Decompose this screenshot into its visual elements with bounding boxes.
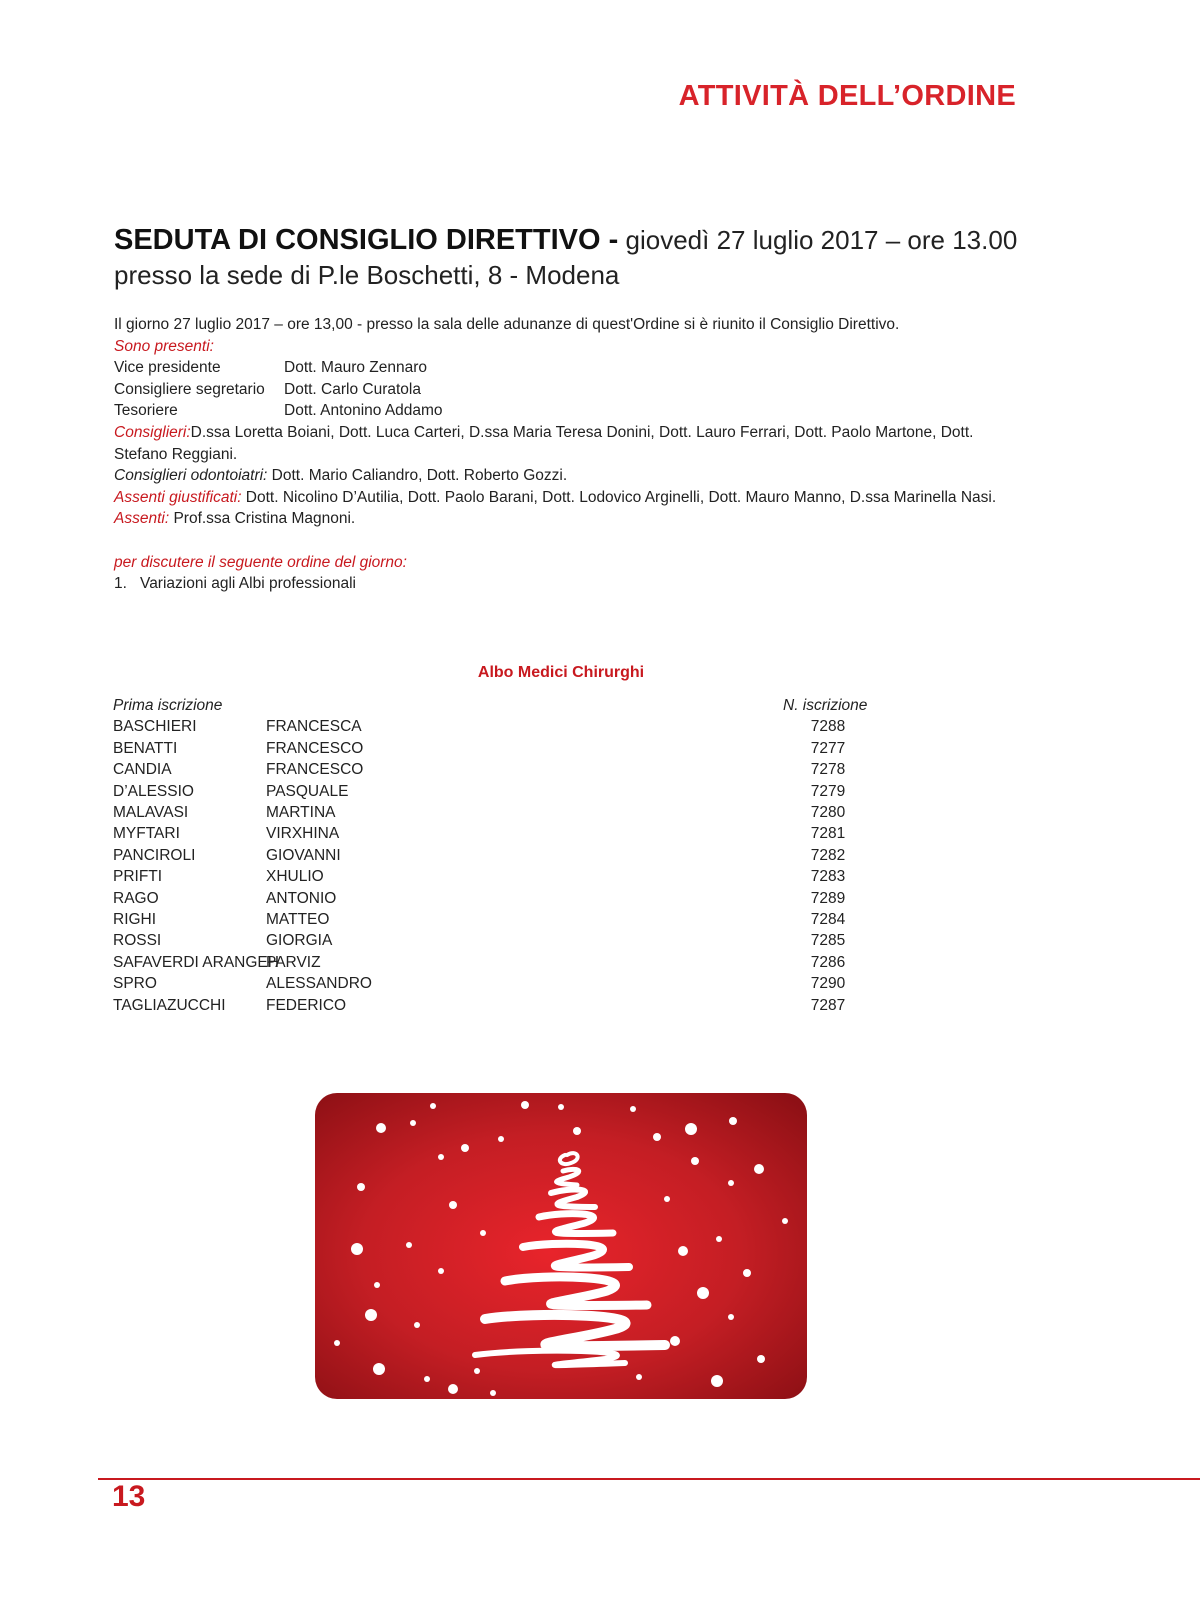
albo-table-header (113, 695, 893, 716)
registration-number-cell: 7284 (810, 911, 846, 929)
christmas-tree-card (315, 1093, 807, 1399)
consiglieri-text: D.ssa Loretta Boiani, Dott. Luca Carteri, D.ssa Maria Teresa Donini, Dott. Lauro Ferrari, Dott. Paolo Martone, Dott. Stefano Reggiani. (114, 423, 974, 463)
table-row (113, 738, 893, 759)
assenti-label: Assenti: (114, 510, 170, 528)
surname-cell: MYFTARI (113, 825, 180, 843)
firstname-cell: GIOVANNI (266, 846, 341, 864)
registration-number-cell: 7278 (810, 761, 846, 779)
roles-list (114, 357, 1024, 422)
agenda-item-number: 1. (114, 575, 127, 593)
table-row (113, 952, 893, 973)
assenti-giustificati-text: Dott. Nicolino D’Autilia, Dott. Paolo Barani, Dott. Lodovico Arginelli, Dott. Mauro Manno, D.ssa Marinella Nasi. (241, 488, 997, 506)
table-row (113, 823, 893, 844)
agenda-item-text: Variazioni agli Albi professionali (140, 575, 356, 593)
surname-cell: ROSSI (113, 932, 162, 950)
surname-cell: D’ALESSIO (113, 782, 194, 800)
section-title: ATTIVITÀ DELL’ORDINE (678, 80, 1016, 112)
consiglieri-line (114, 422, 1024, 465)
role-person: Dott. Mauro Zennaro (284, 359, 428, 377)
registration-number-cell: 7287 (810, 996, 846, 1014)
assenti-giustificati-label: Assenti giustificati: (114, 488, 242, 506)
firstname-cell: MATTEO (266, 911, 330, 929)
firstname-cell: ALESSANDRO (266, 975, 372, 993)
surname-cell: PANCIROLI (113, 846, 196, 864)
intro-text: Il giorno 27 luglio 2017 – ore 13,00 - presso la sala delle adunanze di quest'Ordine si è riunito il Consiglio Direttivo. (114, 316, 900, 333)
title-bold: SEDUTA DI CONSIGLIO DIRETTIVO - (114, 224, 619, 256)
footer-rule (98, 1478, 1200, 1480)
firstname-cell: PARVIZ (266, 953, 321, 971)
role-person: Dott. Antonino Addamo (284, 402, 443, 420)
registration-number-cell: 7279 (810, 782, 846, 800)
albo-table (113, 695, 893, 1016)
table-row (113, 802, 893, 823)
surname-cell: RIGHI (113, 911, 157, 929)
table-row (113, 781, 893, 802)
table-row (113, 973, 893, 994)
surname-cell: SAFAVERDI ARANGEH (113, 953, 279, 971)
odontoiatri-text: Dott. Mario Caliandro, Dott. Roberto Gozzi. (267, 467, 568, 485)
firstname-cell: FRANCESCA (266, 718, 362, 736)
firstname-cell: GIORGIA (266, 932, 333, 950)
surname-cell: PRIFTI (113, 868, 163, 886)
registration-number-cell: 7285 (810, 932, 846, 950)
title-location: presso la sede di P.le Boschetti, 8 - Modena (114, 260, 620, 290)
header-prima-iscrizione: Prima iscrizione (113, 697, 223, 714)
consiglieri-label: Consiglieri: (114, 423, 191, 441)
assenti-giustificati-line (114, 487, 1024, 509)
table-row (113, 888, 893, 909)
registration-number-cell: 7283 (810, 868, 846, 886)
registration-number-cell: 7277 (810, 739, 846, 757)
assenti-line (114, 508, 1024, 530)
surname-cell: CANDIA (113, 761, 172, 779)
surname-cell: RAGO (113, 889, 159, 907)
role-person: Dott. Carlo Curatola (284, 380, 421, 398)
agenda-item (114, 573, 1024, 595)
role-title: Consigliere segretario (114, 380, 265, 398)
registration-number-cell: 7286 (810, 953, 846, 971)
firstname-cell: FEDERICO (266, 996, 347, 1014)
table-row (113, 909, 893, 930)
registration-number-cell: 7281 (810, 825, 846, 843)
christmas-tree-image (315, 1093, 807, 1399)
registration-number-cell: 7290 (810, 975, 846, 993)
registration-number-cell: 7289 (810, 889, 846, 907)
firstname-cell: VIRXHINA (266, 825, 340, 843)
albo-title: Albo Medici Chirurghi (477, 664, 645, 681)
table-row (113, 759, 893, 780)
article-title (114, 222, 1064, 292)
odontoiatri-line (114, 465, 1024, 487)
role-row (114, 400, 1024, 422)
surname-cell: MALAVASI (113, 804, 189, 822)
registration-number-cell: 7280 (810, 804, 846, 822)
odontoiatri-label: Consiglieri odontoiatri: (114, 467, 268, 485)
minutes-body (114, 314, 1024, 595)
table-row (113, 930, 893, 951)
role-title: Tesoriere (114, 402, 178, 420)
firstname-cell: MARTINA (266, 804, 336, 822)
surname-cell: BASCHIERI (113, 718, 197, 736)
role-row (114, 379, 1024, 401)
assenti-text: Prof.ssa Cristina Magnoni. (169, 510, 356, 528)
role-row (114, 357, 1024, 379)
title-date: giovedì 27 luglio 2017 – ore 13.00 (618, 225, 1018, 255)
page-number: 13 (112, 1480, 146, 1513)
firstname-cell: FRANCESCO (266, 761, 364, 779)
registration-number-cell: 7288 (810, 718, 846, 736)
registration-number-cell: 7282 (810, 846, 846, 864)
table-row (113, 845, 893, 866)
present-label: Sono presenti: (114, 337, 214, 355)
firstname-cell: PASQUALE (266, 782, 349, 800)
albo-rows (113, 716, 893, 1016)
table-row (113, 995, 893, 1016)
role-title: Vice presidente (114, 359, 221, 377)
firstname-cell: XHULIO (266, 868, 324, 886)
table-row (113, 716, 893, 737)
surname-cell: SPRO (113, 975, 157, 993)
surname-cell: BENATTI (113, 739, 178, 757)
firstname-cell: ANTONIO (266, 889, 337, 907)
surname-cell: TAGLIAZUCCHI (113, 996, 226, 1014)
header-n-iscrizione: N. iscrizione (783, 697, 868, 714)
firstname-cell: FRANCESCO (266, 739, 364, 757)
table-row (113, 866, 893, 887)
agenda-label: per discutere il seguente ordine del giorno: (114, 553, 407, 571)
